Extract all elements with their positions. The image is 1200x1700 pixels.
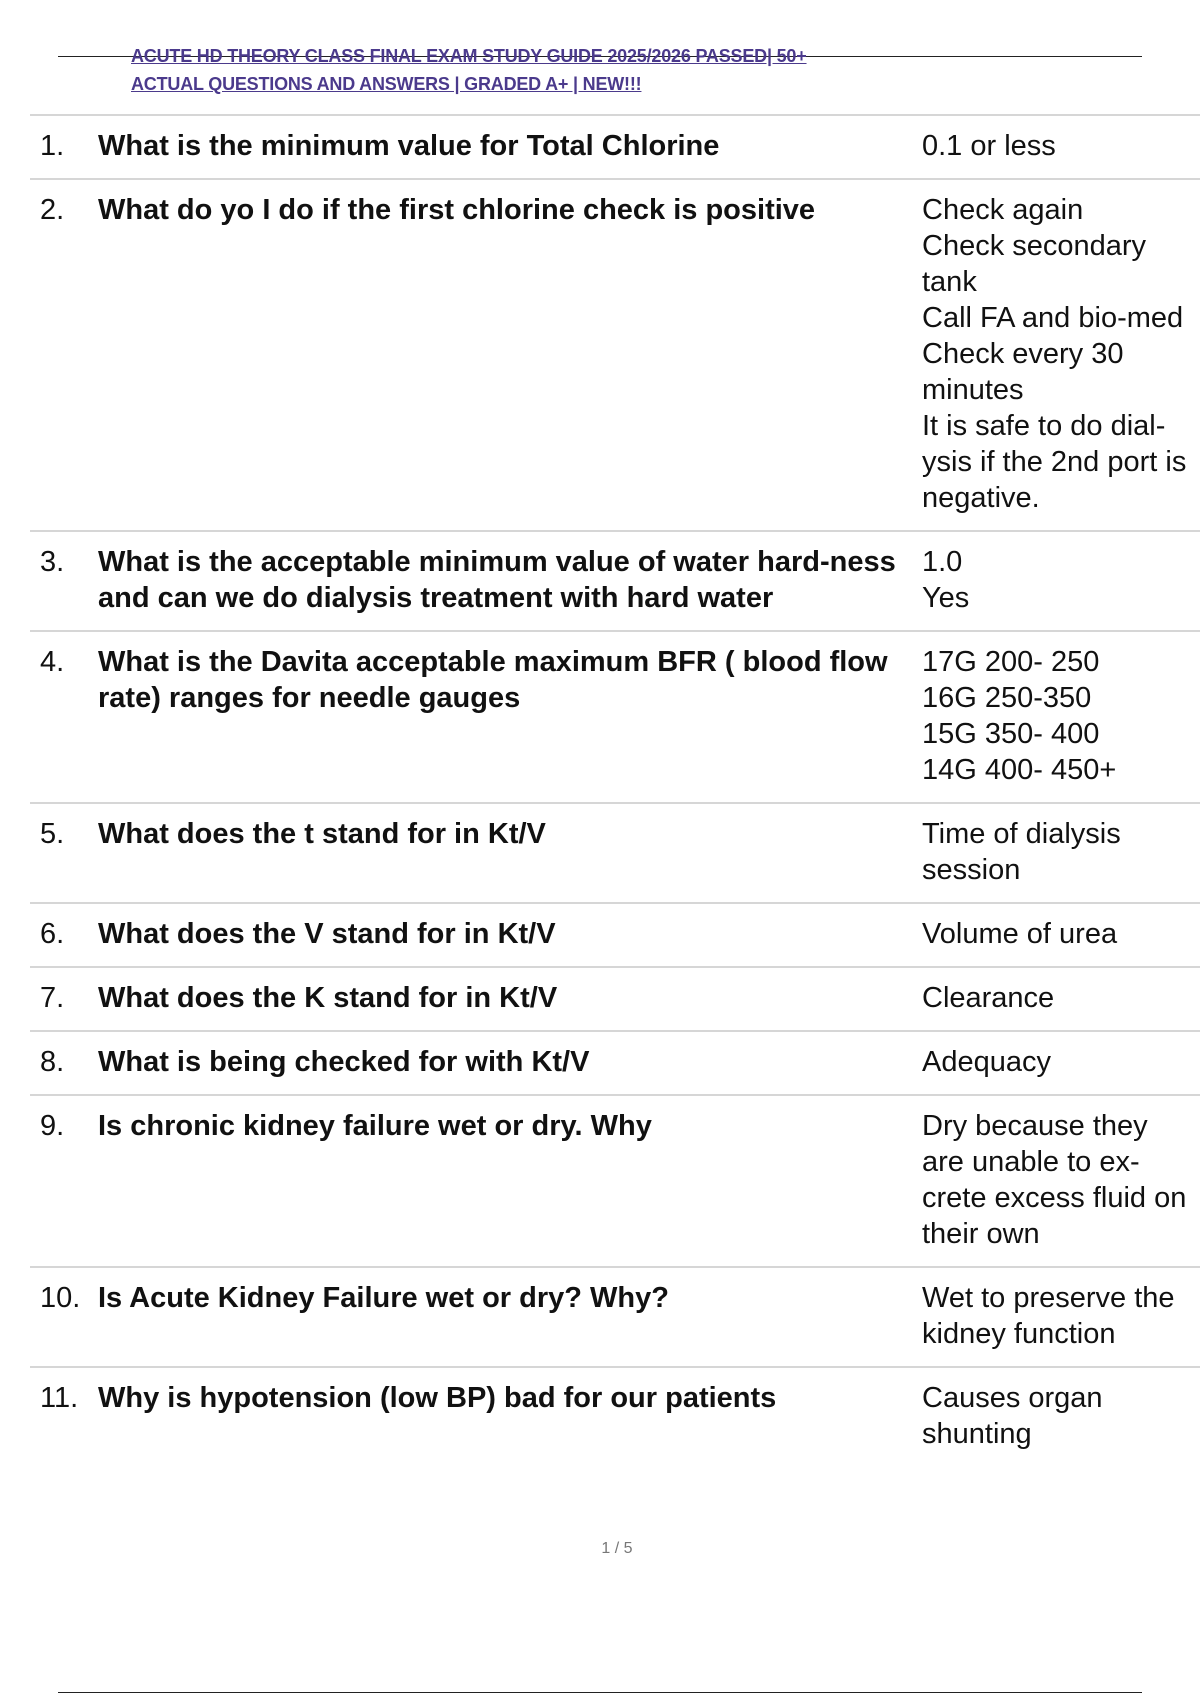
answer-text: Check again Check secondary tank Call FA and bio-med Check every 30 minutes It is safe to do dial-ysis if the 2nd port is negative. [922, 194, 1187, 514]
question-text: Is chronic kidney failure wet or dry. Why [98, 1110, 652, 1142]
qa-row-4 [30, 630, 1200, 802]
question-text: What is the acceptable minimum value of water hard-ness and can we do dialysis treatment with hard water [98, 546, 896, 614]
question-number: 5. [40, 818, 65, 850]
qa-row-8 [30, 1030, 1200, 1094]
qa-row-3 [30, 530, 1200, 630]
qa-row-9 [30, 1094, 1200, 1266]
answer-text: Wet to preserve the kidney function [922, 1282, 1175, 1350]
answer-text: 1.0 Yes [922, 546, 970, 614]
answer-text: 17G 200- 250 16G 250-350 15G 350- 400 14G 400- 450+ [922, 646, 1117, 786]
qa-row-1 [30, 114, 1200, 178]
answer-text: 0.1 or less [922, 130, 1056, 162]
qa-row-10 [30, 1266, 1200, 1366]
question-number: 6. [40, 918, 65, 950]
question-number: 8. [40, 1046, 65, 1078]
answer-text: Clearance [922, 982, 1055, 1014]
qa-row-6 [30, 902, 1200, 966]
question-text: Why is hypotension (low BP) bad for our patients [98, 1382, 777, 1414]
question-text: What is the minimum value for Total Chlorine [98, 130, 720, 162]
question-number: 1. [40, 130, 65, 162]
question-text: What does the V stand for in Kt/V [98, 918, 556, 950]
footer-rule [58, 1692, 1142, 1693]
answer-text: Adequacy [922, 1046, 1051, 1078]
answer-text: Dry because they are unable to ex-crete excess fluid on their own [922, 1110, 1187, 1250]
question-text: What do yo I do if the first chlorine check is positive [98, 194, 816, 226]
qa-row-11 [30, 1366, 1200, 1466]
question-number: 2. [40, 194, 65, 226]
question-text: What is the Davita acceptable maximum BFR ( blood flow rate) ranges for needle gauges [98, 646, 888, 714]
question-number: 7. [40, 982, 65, 1014]
question-number: 9. [40, 1110, 65, 1142]
document-title-link[interactable]: ACUTE HD THEORY CLASS FINAL EXAM STUDY GUIDE 2025/2026 PASSED| 50+ ACTUAL QUESTIONS AND ANSWERS | GRADED A+ | NEW!!! [131, 46, 807, 94]
answer-text: Time of dialysis session [922, 818, 1121, 886]
question-number: 11. [40, 1382, 79, 1414]
question-text: What is being checked for with Kt/V [98, 1046, 590, 1078]
question-number: 3. [40, 546, 65, 578]
question-text: What does the K stand for in Kt/V [98, 982, 558, 1014]
page-number: 1 / 5 [601, 1540, 633, 1557]
qa-table [30, 114, 1200, 1466]
question-text: What does the t stand for in Kt/V [98, 818, 546, 850]
question-text: Is Acute Kidney Failure wet or dry? Why? [98, 1282, 669, 1314]
question-number: 10. [40, 1282, 81, 1314]
answer-text: Volume of urea [922, 918, 1118, 950]
qa-row-7 [30, 966, 1200, 1030]
answer-text: Causes organ shunting [922, 1382, 1103, 1450]
qa-row-5 [30, 802, 1200, 902]
qa-row-2 [30, 178, 1200, 530]
question-number: 4. [40, 646, 65, 678]
